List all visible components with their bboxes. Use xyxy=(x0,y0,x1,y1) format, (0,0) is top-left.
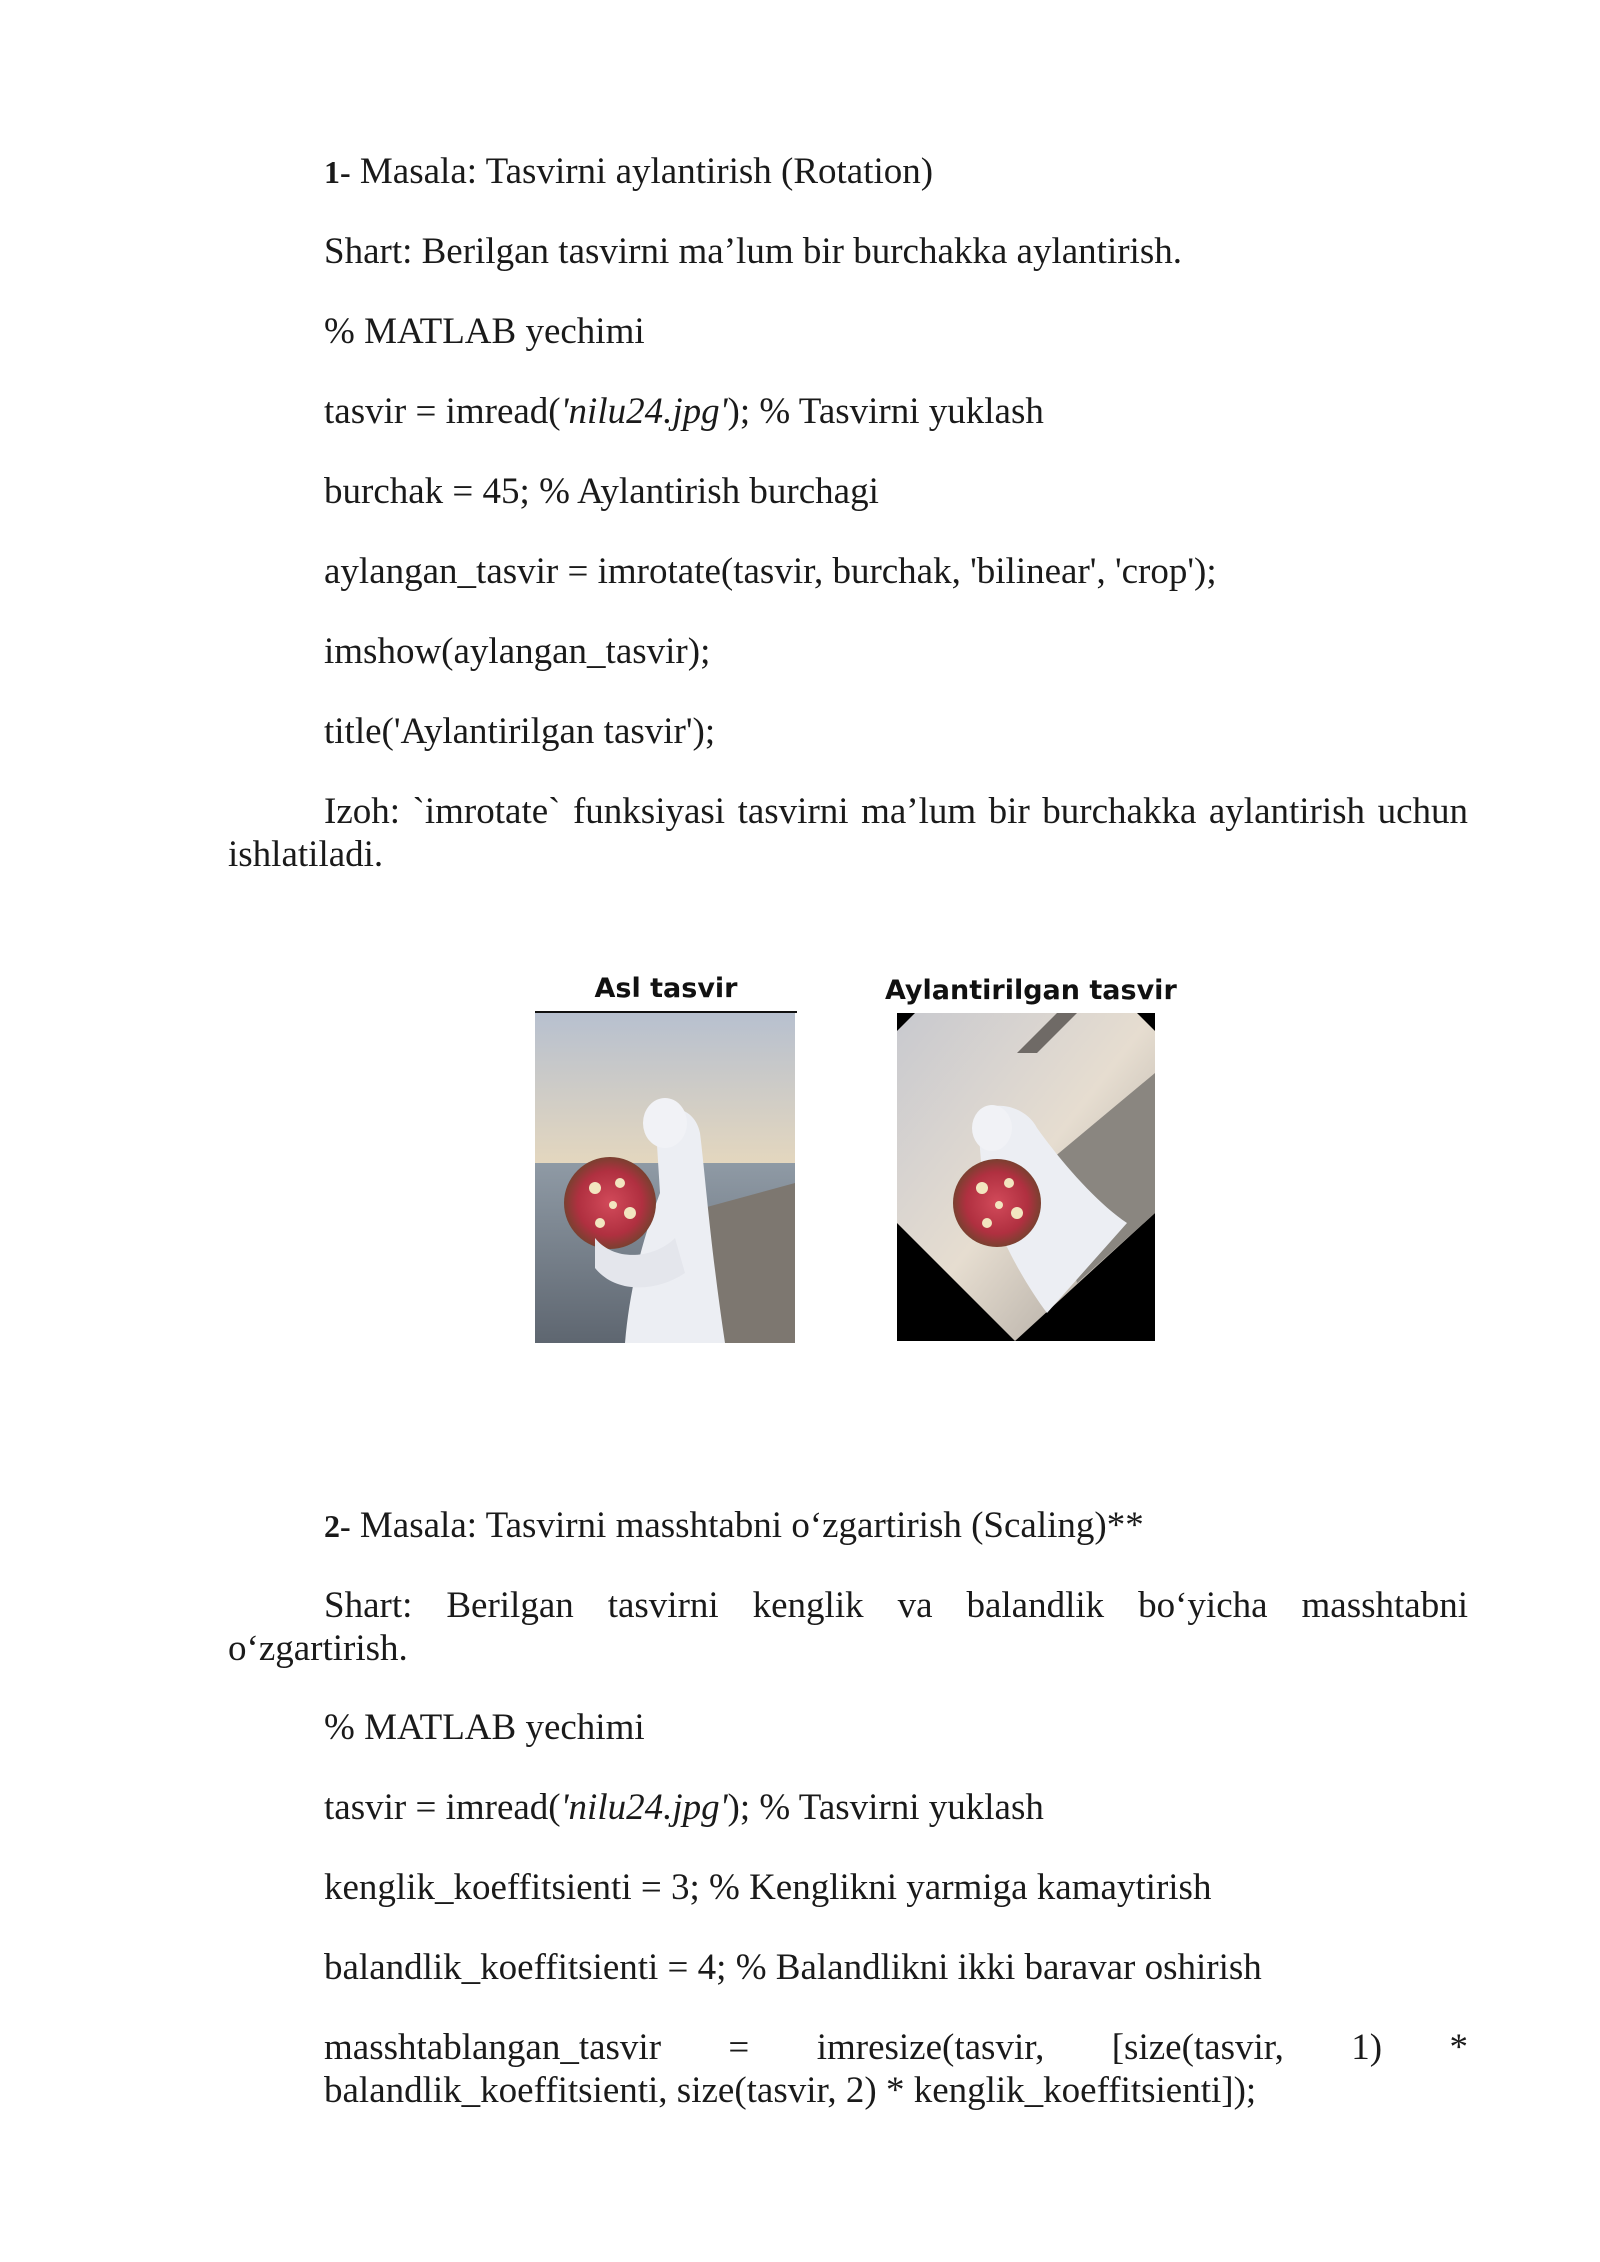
figure-right-image xyxy=(897,1013,1155,1341)
task1-number: 1- xyxy=(324,154,351,190)
figure-right-title: Aylantirilgan tasvir xyxy=(885,975,1177,1006)
task2-heading xyxy=(324,1504,1144,1548)
code-text: tasvir = imread( xyxy=(324,391,561,432)
code-string: 'nilu24.jpg' xyxy=(560,1787,728,1828)
code-text: ); % Tasvirni yuklash xyxy=(727,1787,1044,1828)
task1-heading xyxy=(324,150,933,194)
task2-title: Masala: Tasvirni masshtabni o‘zgartirish (Scaling)** xyxy=(359,1505,1144,1546)
task2-code-line-4: masshtablangan_tasvir = imresize(tasvir, [size(tasvir, 1) * balandlik_koeffitsienti, size(tasvir, 2) * kenglik_koeffitsienti]); xyxy=(324,2027,1468,2111)
original-photo xyxy=(535,1013,795,1343)
code-string: 'nilu24.jpg' xyxy=(560,391,728,432)
task2-code-line-3: balandlik_koeffitsienti = 4; % Balandlikni ikki baravar oshirish xyxy=(324,1947,1262,1988)
figure-left-image xyxy=(535,1013,795,1343)
task1-title: Masala: Tasvirni aylantirish (Rotation) xyxy=(359,151,934,192)
task1-note: Izoh: `imrotate` funksiyasi tasvirni ma’lum bir burchakka aylantirish uchun ishlatiladi. xyxy=(228,791,1468,875)
task1-matlab-header: % MATLAB yechimi xyxy=(324,311,645,352)
task1-code-line-4: imshow(aylangan_tasvir); xyxy=(324,631,711,672)
task2-condition: Shart: Berilgan tasvirni kenglik va balandlik bo‘yicha masshtabni o‘zgartirish. xyxy=(228,1585,1468,1669)
task1-code-line-2: burchak = 45; % Aylantirish burchagi xyxy=(324,471,879,512)
task2-code-line-2: kenglik_koeffitsienti = 3; % Kenglikni yarmiga kamaytirish xyxy=(324,1867,1212,1908)
task2-matlab-header: % MATLAB yechimi xyxy=(324,1707,645,1748)
task2-code-line-1 xyxy=(324,1786,1044,1829)
task1-code-line-3: aylangan_tasvir = imrotate(tasvir, burchak, 'bilinear', 'crop'); xyxy=(324,551,1217,592)
task1-code-line-1 xyxy=(324,390,1044,433)
code-text: ); % Tasvirni yuklash xyxy=(727,391,1044,432)
rotated-photo xyxy=(897,1013,1155,1341)
task1-condition: Shart: Berilgan tasvirni ma’lum bir burchakka aylantirish. xyxy=(324,231,1182,272)
figure-left-title: Asl tasvir xyxy=(594,973,738,1004)
task2-number: 2- xyxy=(324,1508,351,1544)
task1-code-line-5: title('Aylantirilgan tasvir'); xyxy=(324,711,716,752)
code-text: tasvir = imread( xyxy=(324,1787,561,1828)
